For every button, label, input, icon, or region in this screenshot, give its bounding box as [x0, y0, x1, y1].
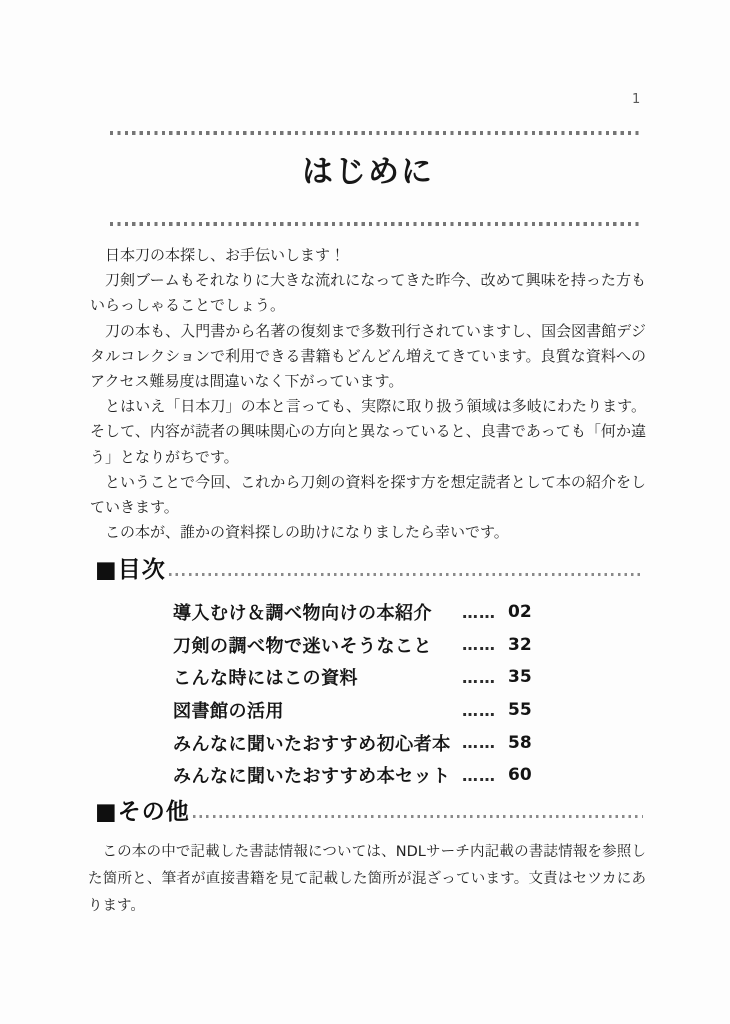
- page-number: 1: [632, 92, 641, 107]
- toc-item: [173, 629, 553, 662]
- other-section-heading: [95, 797, 643, 827]
- toc-heading-dotted-rule: [169, 573, 643, 576]
- toc-item-leader: ……: [462, 667, 496, 687]
- toc-item-page: 02: [508, 602, 532, 623]
- toc-item-page: 58: [508, 732, 532, 753]
- toc-item-page: 35: [508, 667, 532, 688]
- intro-paragraph: この本が、誰かの資料探しの助けになりましたら幸いです。: [105, 523, 509, 542]
- toc-item-label: こんな時にはこの資料: [173, 668, 358, 690]
- divider-dotted-under-title: [110, 222, 643, 226]
- toc-item-label: 図書館の活用: [173, 701, 284, 723]
- toc-item-leader: ……: [462, 733, 496, 753]
- other-heading-dotted-rule: [193, 815, 643, 818]
- intro-paragraph: 刀剣ブームもそれなりに大きな流れになってきた昨今、改めて興味を持った方もいらっしゃることでしょう。: [90, 271, 646, 315]
- toc-list: [173, 596, 553, 792]
- toc-section-heading: [95, 555, 643, 585]
- toc-item-leader: ……: [462, 635, 496, 655]
- intro-paragraphs: [90, 243, 646, 545]
- toc-item: [173, 726, 553, 759]
- toc-item: [173, 694, 553, 727]
- intro-paragraph: ということで今回、これから刀剣の資料を探す方を想定読者として本の紹介をしていきます。: [90, 472, 646, 517]
- divider-dotted-top: [110, 131, 643, 135]
- toc-item-label: 導入むけ＆調べ物向けの本紹介: [173, 603, 432, 625]
- toc-item-page: 32: [508, 634, 532, 655]
- toc-item: [173, 596, 553, 629]
- toc-item: [173, 661, 553, 694]
- toc-item-leader: ……: [462, 700, 496, 720]
- page-title: はじめに: [302, 154, 434, 190]
- toc-heading-label: ■目次: [95, 557, 166, 583]
- other-heading-label: ■その他: [95, 799, 190, 825]
- toc-item-label: みんなに聞いたおすすめ本セット: [173, 766, 451, 788]
- toc-item-label: 刀剣の調べ物で迷いそうなこと: [173, 635, 432, 657]
- toc-item-leader: ……: [462, 765, 496, 785]
- toc-item-leader: ……: [462, 602, 496, 622]
- intro-paragraph: 日本刀の本探し、お手伝いします！: [105, 246, 346, 264]
- intro-paragraph: とはいえ「日本刀」の本と言っても、実際に取り扱う領域は多岐にわたります。そして、内容が読者の興味関心の方向と異なっていると、良書であっても「何か違う」となりがちです。: [90, 397, 646, 466]
- toc-item-label: みんなに聞いたおすすめ初心者本: [173, 733, 451, 755]
- toc-item: [173, 759, 553, 792]
- intro-paragraph: 刀の本も、入門書から名著の復刻まで多数刊行されていますし、国会図書館デジタルコレクションで利用できる書籍もどんどん増えてきています。良質な資料へのアクセス難易度は間違いなく下がっています。: [90, 321, 646, 391]
- toc-item-page: 60: [508, 765, 532, 786]
- toc-item-page: 55: [508, 700, 532, 721]
- other-paragraph: この本の中で記載した書誌情報については、NDLサーチ内記載の書誌情報を参照した箇所と、筆者が直接書籍を見て記載した箇所が混ざっています。文責はセツカにあります。: [88, 844, 646, 914]
